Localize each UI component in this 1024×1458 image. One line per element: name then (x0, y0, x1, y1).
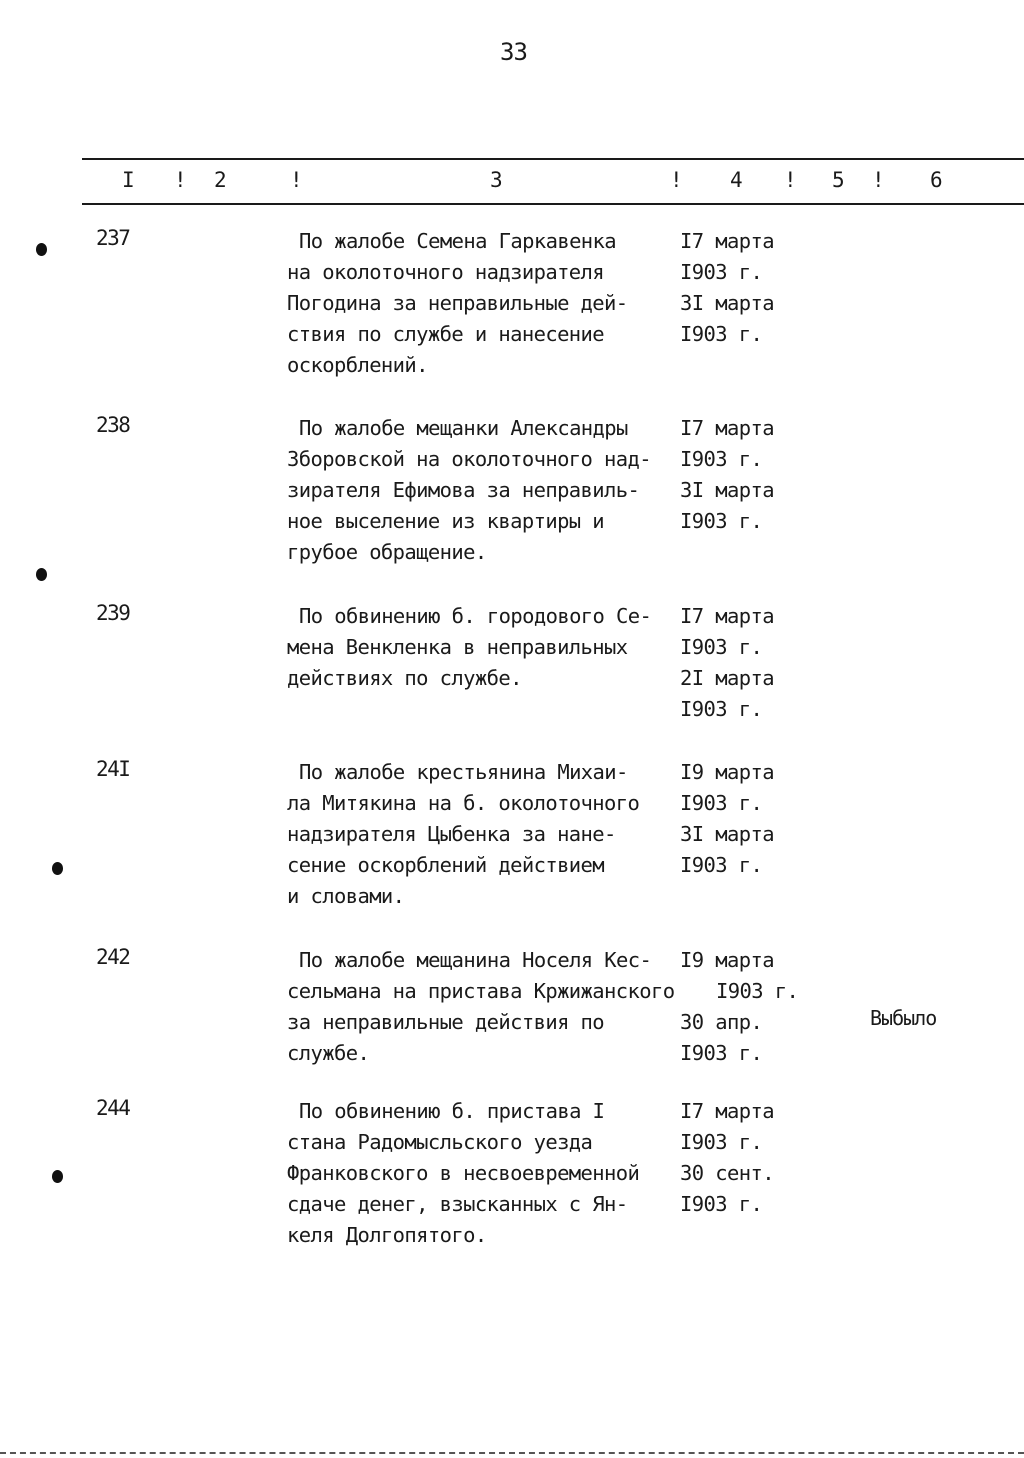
record-description (287, 945, 677, 1069)
date-end-year: I903 г. (680, 853, 763, 877)
date-end-year: I903 г. (680, 1192, 763, 1216)
col-separator: ! (174, 168, 187, 192)
description-line: По обвинению б. городового Се- (299, 604, 652, 628)
col-header-6: 6 (930, 168, 943, 192)
col-header-1: I (122, 168, 135, 192)
date-start: I9 марта (680, 760, 774, 784)
date-start: I9 марта (680, 948, 774, 972)
description-line: Франковского в несвоевременной (287, 1161, 640, 1185)
record-description (287, 757, 677, 912)
date-start: I7 марта (680, 416, 774, 440)
col-header-4: 4 (730, 168, 743, 192)
description-line: за неправильные действия по (287, 1010, 605, 1034)
record-dates (680, 226, 880, 350)
date-end-year: I903 г. (680, 697, 763, 721)
description-line: ствия по службе и нанесение (287, 322, 605, 346)
description-line: Зборовской на околоточного над- (287, 447, 652, 471)
punch-hole-mark (52, 862, 63, 875)
description-line: По обвинению б. пристава I (299, 1099, 605, 1123)
description-line: надзирателя Цыбенка за нане- (287, 822, 616, 846)
description-line: По жалобе мещанки Александры (299, 416, 628, 440)
record-description (287, 1096, 677, 1251)
record-description (287, 601, 677, 694)
record-number: 244 (96, 1096, 130, 1120)
col-header-2: 2 (214, 168, 227, 192)
date-start: I7 марта (680, 604, 774, 628)
description-line: службе. (287, 1041, 370, 1065)
page-number: 33 (500, 38, 527, 66)
punch-hole-mark (52, 1170, 63, 1183)
col-separator: ! (784, 168, 797, 192)
description-line: на околоточного надзирателя (287, 260, 605, 284)
description-line: По жалобе мещанина Носеля Кес- (299, 948, 652, 972)
date-end: 3I марта (680, 478, 774, 502)
punch-hole-mark (36, 243, 47, 256)
date-end: 30 сент. (680, 1161, 774, 1185)
description-line: действиях по службе. (287, 666, 522, 690)
record-description (287, 226, 677, 381)
description-line: сение оскорблений действием (287, 853, 605, 877)
record-dates (680, 413, 880, 537)
col-separator: ! (872, 168, 885, 192)
description-line: стана Радомысльского уезда (287, 1130, 593, 1154)
record-dates (680, 945, 880, 1069)
date-end: 2I марта (680, 666, 774, 690)
record-dates (680, 757, 880, 881)
date-start: I7 марта (680, 1099, 774, 1123)
record-number: 24I (96, 757, 130, 781)
record-number: 239 (96, 601, 130, 625)
col-separator: ! (290, 168, 303, 192)
description-line: зирателя Ефимова за неправиль- (287, 478, 640, 502)
date-end: 30 апр. (680, 1010, 763, 1034)
record-description (287, 413, 677, 568)
description-line: ное выселение из квартиры и (287, 509, 605, 533)
record-dates (680, 601, 880, 725)
description-line: По жалобе Семена Гаркавенка (299, 229, 617, 253)
date-start-year: I903 г. (680, 260, 763, 284)
punch-hole-mark (36, 568, 47, 581)
description-line: оскорблений. (287, 353, 428, 377)
page-bottom-edge (0, 1452, 1024, 1454)
record-dates (680, 1096, 880, 1220)
description-line: сельмана на пристава Кржижанского (287, 979, 675, 1003)
date-end-year: I903 г. (680, 322, 763, 346)
description-line: сдаче денег, взысканных с Ян- (287, 1192, 628, 1216)
handwritten-note: Выбыло (870, 1006, 937, 1030)
date-start-year: I903 г. (680, 447, 763, 471)
date-end: 3I марта (680, 291, 774, 315)
date-end-year: I903 г. (680, 1041, 763, 1065)
description-line: Погодина за неправильные дей- (287, 291, 628, 315)
date-end: 3I марта (680, 822, 774, 846)
description-line: мена Венкленка в неправильных (287, 635, 628, 659)
description-line: ла Митякина на б. околоточного (287, 791, 640, 815)
record-number: 238 (96, 413, 130, 437)
date-start-year: I903 г. (680, 791, 763, 815)
description-line: келя Долгопятого. (287, 1223, 487, 1247)
col-separator: ! (670, 168, 683, 192)
description-line: По жалобе крестьянина Михаи- (299, 760, 628, 784)
description-line: и словами. (287, 884, 405, 908)
date-end-year: I903 г. (680, 509, 763, 533)
col-header-3: 3 (490, 168, 503, 192)
col-header-5: 5 (832, 168, 845, 192)
table-top-rule (82, 158, 1024, 160)
description-line: грубое обращение. (287, 540, 487, 564)
date-start-year: I903 г. (716, 979, 799, 1003)
date-start-year: I903 г. (680, 635, 763, 659)
table-header-rule (82, 203, 1024, 205)
record-number: 237 (96, 226, 130, 250)
record-number: 242 (96, 945, 130, 969)
date-start-year: I903 г. (680, 1130, 763, 1154)
date-start: I7 марта (680, 229, 774, 253)
